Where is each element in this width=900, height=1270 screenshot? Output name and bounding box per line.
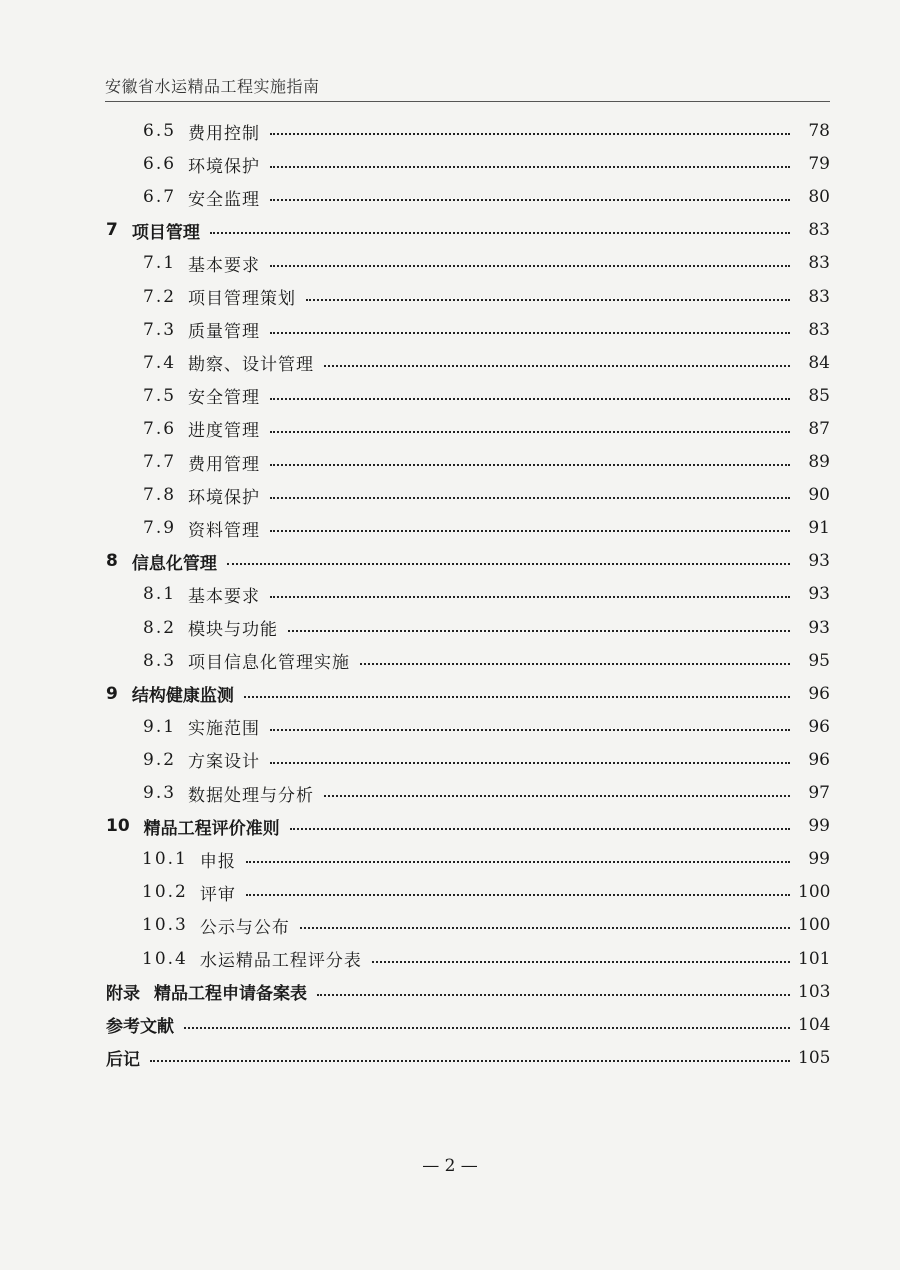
toc-entry-title: 信息化管理 xyxy=(131,553,217,574)
toc-entry-page: 104 xyxy=(798,1014,831,1035)
dot-leader xyxy=(270,133,790,135)
toc-entry-number: 8.1 xyxy=(143,584,177,605)
toc-entry[interactable] xyxy=(0,911,900,939)
toc-entry[interactable] xyxy=(0,878,900,906)
toc-entry[interactable] xyxy=(0,382,900,410)
dot-leader xyxy=(360,663,790,665)
toc-entry-title: 精品工程评价准则 xyxy=(143,818,280,839)
toc-entry-number: 8 xyxy=(106,551,118,572)
toc-entry-title: 结构健康监测 xyxy=(131,686,234,707)
dot-leader xyxy=(306,299,790,301)
toc-entry[interactable] xyxy=(0,183,900,211)
toc-entry-title: 后记 xyxy=(106,1050,140,1071)
toc-entry-page: 100 xyxy=(798,915,831,936)
toc-entry-number: 7.5 xyxy=(143,385,177,406)
toc-entry-title: 数据处理与分析 xyxy=(188,785,315,806)
toc-entry-number: 附录 xyxy=(106,984,140,1005)
toc-entry[interactable] xyxy=(0,945,900,973)
dot-leader xyxy=(317,994,790,996)
toc-entry-page: 90 xyxy=(808,485,830,506)
toc-entry-title: 参考文献 xyxy=(106,1017,174,1038)
toc-entry-title: 模块与功能 xyxy=(188,620,279,640)
dot-leader xyxy=(270,464,790,466)
toc-entry-number: 10.1 xyxy=(142,849,188,870)
toc-entry-number: 7.7 xyxy=(143,452,177,472)
toc-entry-title: 项目管理策划 xyxy=(188,289,297,309)
dot-leader xyxy=(372,961,790,963)
toc-entry-page: 105 xyxy=(798,1047,831,1068)
toc-entry-page: 89 xyxy=(808,452,830,472)
toc-entry-title: 环境保护 xyxy=(188,487,261,508)
toc-entry-title: 质量管理 xyxy=(188,322,261,343)
toc-entry[interactable] xyxy=(0,1011,900,1039)
toc-entry-title: 基本要求 xyxy=(188,586,261,607)
dot-leader xyxy=(270,431,790,433)
toc-entry-title: 公示与公布 xyxy=(199,917,290,938)
dot-leader xyxy=(150,1060,790,1062)
toc-entry[interactable] xyxy=(0,746,900,774)
toc-entry[interactable] xyxy=(0,779,900,807)
toc-entry-page: 83 xyxy=(808,286,830,307)
toc-entry-page: 103 xyxy=(798,981,831,1002)
toc-entry-number: 7.6 xyxy=(143,418,177,439)
toc-entry[interactable] xyxy=(0,812,900,840)
toc-entry-page: 96 xyxy=(808,749,830,770)
header-rule xyxy=(105,101,830,102)
toc-entry-title: 费用控制 xyxy=(188,123,261,144)
dot-leader xyxy=(270,332,790,334)
dot-leader xyxy=(246,894,790,896)
toc-entry-page: 99 xyxy=(808,849,830,870)
dot-leader xyxy=(184,1027,790,1029)
toc-entry-number: 6.7 xyxy=(143,187,177,208)
toc-entry-number: 8.2 xyxy=(143,617,177,638)
toc-entry[interactable] xyxy=(0,1044,900,1072)
toc-entry-number: 10 xyxy=(106,816,130,837)
toc-entry-title: 勘察、设计管理 xyxy=(188,355,315,376)
dot-leader xyxy=(324,795,790,797)
page-number: — 2 — xyxy=(422,1156,478,1176)
dot-leader xyxy=(270,729,790,731)
toc-entry-number: 7.8 xyxy=(143,485,177,506)
dot-leader xyxy=(324,365,790,367)
toc-entry[interactable] xyxy=(0,316,900,344)
dot-leader xyxy=(270,497,790,499)
toc-entry-page: 78 xyxy=(808,121,830,141)
toc-entry-page: 83 xyxy=(808,253,830,274)
dot-leader xyxy=(270,762,790,764)
dot-leader xyxy=(288,630,790,632)
toc-entry-number: 6.5 xyxy=(143,121,177,141)
dot-leader xyxy=(270,265,790,267)
toc-entry-title: 精品工程申请备案表 xyxy=(154,984,307,1005)
toc-entry-page: 79 xyxy=(808,154,830,175)
toc-entry-page: 96 xyxy=(808,683,830,704)
toc-entry-page: 93 xyxy=(808,584,830,605)
toc-entry-page: 87 xyxy=(808,418,830,439)
dot-leader xyxy=(246,861,790,863)
toc-entry[interactable] xyxy=(0,547,900,575)
toc-entry-number: 9.3 xyxy=(143,783,177,803)
toc-entry-number: 9 xyxy=(106,683,118,704)
toc-entry-number: 7.2 xyxy=(143,286,177,307)
toc-entry-title: 项目管理 xyxy=(131,222,200,243)
dot-leader xyxy=(227,563,790,565)
toc-entry-title: 实施范围 xyxy=(188,719,261,740)
toc-entry-page: 95 xyxy=(808,650,830,671)
toc-entry-page: 85 xyxy=(808,385,830,406)
dot-leader xyxy=(210,232,790,234)
toc-entry-title: 安全监理 xyxy=(188,189,261,210)
toc-entry[interactable] xyxy=(0,514,900,542)
toc-entry-page: 84 xyxy=(808,352,830,373)
toc-entry[interactable] xyxy=(0,117,900,145)
toc-entry[interactable] xyxy=(0,216,900,244)
dot-leader xyxy=(270,596,790,598)
toc-entry-title: 评审 xyxy=(199,884,236,905)
toc-entry-title: 项目信息化管理实施 xyxy=(188,653,351,674)
toc-entry[interactable] xyxy=(0,978,900,1006)
toc-entry-number: 9.2 xyxy=(143,749,177,770)
toc-entry[interactable] xyxy=(0,680,900,708)
toc-entry-page: 97 xyxy=(808,783,830,803)
dot-leader xyxy=(290,828,790,830)
toc-entry-page: 80 xyxy=(808,187,830,208)
toc-entry-title: 安全管理 xyxy=(188,388,261,409)
toc-entry-page: 83 xyxy=(808,220,830,241)
toc-entry-page: 99 xyxy=(808,816,830,837)
toc-entry-page: 100 xyxy=(798,882,831,903)
toc-entry-number: 7.4 xyxy=(143,352,177,373)
toc-entry-number: 10.2 xyxy=(142,882,188,903)
toc-entry-number: 7 xyxy=(106,220,118,241)
toc-entry-page: 93 xyxy=(808,617,830,638)
toc-entry-title: 费用管理 xyxy=(188,454,261,475)
toc-entry[interactable] xyxy=(0,713,900,741)
toc-entry-number: 10.4 xyxy=(142,948,188,969)
toc-entry-title: 方案设计 xyxy=(188,752,261,773)
toc-entry[interactable] xyxy=(0,614,900,642)
dot-leader xyxy=(270,530,790,532)
toc-entry[interactable] xyxy=(0,448,900,476)
toc-entry-page: 93 xyxy=(808,551,830,572)
toc-entry[interactable] xyxy=(0,647,900,675)
toc-entry-title: 资料管理 xyxy=(188,520,261,541)
toc-entry[interactable] xyxy=(0,580,900,608)
toc-entry-page: 101 xyxy=(798,948,831,969)
toc-entry-title: 进度管理 xyxy=(188,421,261,442)
toc-entry-page: 83 xyxy=(808,319,830,340)
dot-leader xyxy=(270,199,790,201)
dot-leader xyxy=(270,398,790,400)
toc-entry-page: 96 xyxy=(808,716,830,737)
toc-entry-number: 8.3 xyxy=(143,650,177,671)
toc-entry[interactable] xyxy=(0,481,900,509)
toc-entry[interactable] xyxy=(0,249,900,277)
toc-entry-number: 10.3 xyxy=(142,915,188,936)
toc-entry[interactable] xyxy=(0,349,900,377)
toc-entry-page: 91 xyxy=(808,518,830,539)
toc-entry-number: 7.9 xyxy=(143,518,177,539)
toc-entry[interactable] xyxy=(0,283,900,311)
toc-entry-number: 7.1 xyxy=(143,253,177,274)
toc-entry-title: 环境保护 xyxy=(188,156,261,177)
toc-entry[interactable] xyxy=(0,415,900,443)
toc-entry-title: 申报 xyxy=(199,851,236,872)
toc-entry[interactable] xyxy=(0,845,900,873)
toc-entry-title: 水运精品工程评分表 xyxy=(199,951,362,971)
running-header: 安徽省水运精品工程实施指南 xyxy=(105,77,320,96)
dot-leader xyxy=(300,927,790,929)
toc-entry-number: 7.3 xyxy=(143,319,177,340)
toc-entry[interactable] xyxy=(0,150,900,178)
toc-entry-number: 9.1 xyxy=(143,716,177,737)
toc-entry-number: 6.6 xyxy=(143,154,177,175)
dot-leader xyxy=(270,166,790,168)
dot-leader xyxy=(244,696,790,698)
toc-entry-title: 基本要求 xyxy=(188,255,261,276)
